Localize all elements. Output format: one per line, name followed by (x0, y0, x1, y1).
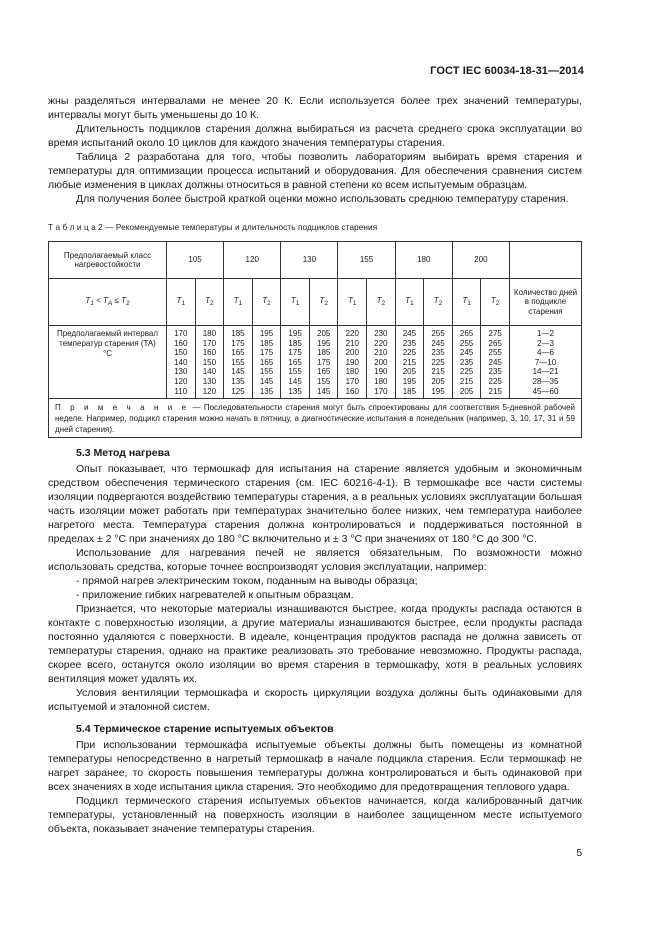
temp-value: 235 (431, 348, 445, 358)
temp-value: 245 (488, 357, 502, 367)
t2-header: $T_2$ (252, 279, 281, 326)
temp-value: 175 (259, 348, 274, 358)
class-value: 180 (395, 242, 452, 279)
temp-column (395, 326, 424, 399)
paragraph: Длительность подциклов старения должна выбираться из расчета среднего срока эксплуатации во время испытаний около 10 циклов для каждого значения температуры старения. (48, 123, 582, 149)
temp-column (309, 326, 338, 399)
temp-value: 155 (231, 357, 245, 367)
t1-header: $T_1$ (281, 279, 310, 326)
temp-value: 245 (431, 338, 445, 348)
temp-value: 170 (374, 386, 388, 396)
temp-value: 150 (174, 348, 188, 358)
temp-value: 265 (459, 329, 474, 338)
days-value: 28—35 (532, 376, 559, 386)
temp-value: 165 (231, 348, 245, 358)
t2-header: $T_2$ (309, 279, 338, 326)
empty-header-cell (510, 242, 582, 279)
temp-value: 120 (174, 376, 188, 386)
temp-value: 165 (259, 357, 274, 367)
temp-value: 165 (288, 357, 302, 367)
class-value: 120 (224, 242, 281, 279)
temp-column (481, 326, 510, 399)
temp-value: 210 (374, 348, 388, 358)
temp-value: 185 (231, 329, 245, 338)
temp-value: 150 (202, 357, 217, 367)
temp-value: 225 (488, 376, 502, 386)
temp-value: 195 (402, 376, 417, 386)
condition-header: $T_1 < T_A \le T_2$ (49, 279, 167, 326)
paragraph: Использование для нагревания печей не является обязательным. По возможности можно использовать средства, которые точнее воспроизводят условия эксплуатации, например: (48, 547, 582, 574)
temp-value: 120 (202, 386, 217, 396)
temp-value: 220 (374, 338, 388, 348)
temp-value: 175 (231, 338, 245, 348)
temp-value: 245 (459, 348, 474, 358)
interval-label: Предполагаемый интервал температур старения (TA) °C (49, 326, 167, 399)
days-value: 45—60 (532, 386, 559, 396)
note-prefix: П р и м е ч а н и е (55, 403, 190, 413)
days-value: 4—6 (537, 348, 554, 358)
t2-header: $T_2$ (481, 279, 510, 326)
temp-value: 160 (345, 386, 359, 396)
days-column (510, 326, 582, 399)
temp-value: 255 (431, 329, 445, 338)
temp-value: 110 (174, 386, 188, 396)
document-code: ГОСТ IEC 60034-18-31—2014 (430, 65, 584, 77)
temp-value: 175 (317, 357, 331, 367)
temp-value: 220 (345, 329, 359, 338)
temp-value: 130 (174, 367, 188, 377)
paragraph: Условия вентиляции термошкафа и скорость циркуляции воздуха должны быть одинаковыми для испытуемой и эталонной систем. (48, 687, 582, 714)
temp-value: 245 (402, 329, 417, 338)
list-item: - прямой нагрев электрическим током, поданным на выводы образца; (76, 575, 418, 588)
class-value: 155 (338, 242, 395, 279)
temp-value: 155 (288, 367, 302, 377)
temp-value: 130 (202, 376, 217, 386)
temp-column (195, 326, 224, 399)
paragraph: Таблица 2 разработана для того, чтобы позволить лабораториям выбирать время старения и температуры для оптимизации процесса испытаний и оборудования. Для обеспечения сравнения систем любые изменения в циклах должны относиться в равной степени ко всем испытуемым образцам. (48, 151, 582, 191)
temp-value: 160 (174, 338, 188, 348)
temp-value: 175 (288, 348, 302, 358)
temp-value: 135 (231, 376, 245, 386)
temp-column (424, 326, 453, 399)
temp-value: 180 (345, 367, 359, 377)
temp-value: 235 (459, 357, 474, 367)
temp-value: 140 (174, 357, 188, 367)
temp-value: 205 (459, 386, 474, 396)
page-content (48, 94, 582, 836)
list-item: - приложение гибких нагревателей к опытным образцам. (76, 589, 354, 602)
temp-value: 200 (345, 348, 359, 358)
temp-value: 145 (231, 367, 245, 377)
temp-value: 170 (174, 329, 188, 338)
days-value: 14—21 (532, 367, 559, 377)
t2-header: $T_2$ (424, 279, 453, 326)
temp-value: 205 (431, 376, 445, 386)
temp-value: 145 (259, 376, 274, 386)
temp-value: 190 (374, 367, 388, 377)
temp-value: 125 (231, 386, 245, 396)
temp-value: 185 (317, 348, 331, 358)
temp-value: 235 (402, 338, 417, 348)
section-heading: 5.3 Метод нагрева (76, 447, 170, 460)
temp-column (224, 326, 253, 399)
temp-value: 225 (459, 367, 474, 377)
temp-value: 195 (259, 329, 274, 338)
temp-value: 165 (317, 367, 331, 377)
table-note (49, 399, 582, 438)
temp-value: 185 (259, 338, 274, 348)
temp-value: 215 (431, 367, 445, 377)
note-text: — Последовательности старения могут быть спроектированы для соответствия 5-дневной рабочей неделе. Например, подцикл старения можно начать в пятницу, а диагностические испытания в понедельник (например, 3, 10, 17, 31 и 59 дней старения). (55, 403, 575, 435)
temp-value: 170 (202, 338, 217, 348)
paragraph: жны разделяться интервалами не менее 20 К. Если используется более трех значений температуры, интервалы могут быть уменьшены до 10 К. (48, 95, 582, 121)
paragraph: Признается, что некоторые материалы изнашиваются быстрее, когда продукты распада остаются в контакте с поверхностью изоляции, а другие материалы изнашиваются быстрее, если продукты распада постоянно удаляются с поверхности. В идеале, концентрация продуктов распада не должна зависеть от температуры старения, однако на практике реализовать это требование невозможно. Продукты распада, скорее всего, останутся около изоляции во время старения в термошкафу, хотя в реальных условиях вентиляция может удалять их. (48, 603, 582, 686)
temp-value: 225 (402, 348, 417, 358)
days-value: 7—10 (534, 357, 557, 367)
t2-header: $T_2$ (195, 279, 224, 326)
table-caption (48, 223, 582, 232)
temp-value: 135 (288, 386, 302, 396)
t1-header: $T_1$ (224, 279, 253, 326)
temp-value: 145 (317, 386, 331, 396)
temp-value: 190 (345, 357, 359, 367)
temp-value: 255 (488, 348, 502, 358)
temp-value: 185 (288, 338, 302, 348)
paragraph: Подцикл термического старения испытуемых объектов начинается, когда калиброванный датчик температуры, установленный на поверхность изоляции в наиболее защищенном месте испытуемого объекта, показывает значение температуры старения. (48, 795, 582, 836)
temp-column (281, 326, 310, 399)
temp-value: 185 (402, 386, 417, 396)
temp-value: 230 (374, 329, 388, 338)
temp-value: 155 (259, 367, 274, 377)
temp-value: 145 (288, 376, 302, 386)
temp-column (338, 326, 367, 399)
t1-header: $T_1$ (167, 279, 196, 326)
class-value: 200 (452, 242, 509, 279)
temp-value: 255 (459, 338, 474, 348)
paragraph: Для получения более быстрой краткой оценки можно использовать среднюю температуру старения. (76, 193, 569, 205)
temp-column (452, 326, 481, 399)
temp-column (252, 326, 281, 399)
paragraph: При использовании термошкафа испытуемые объекты должны быть помещены из комнатной температуры непосредственно в нагретый термошкаф в начале подцикла старения. Если термошкаф не нагрет заранее, то скорость повышения температуры должна контролироваться и быть одинаковой при всех значениях в ходе испытания цикла старения. Это необходимо для предотвращения теплового удара. (48, 739, 582, 794)
temp-value: 210 (345, 338, 359, 348)
t1-header: $T_1$ (395, 279, 424, 326)
page-number: 5 (576, 848, 582, 859)
temp-value: 160 (202, 348, 217, 358)
temp-value: 200 (374, 357, 388, 367)
temp-value: 215 (488, 386, 502, 396)
temp-column (367, 326, 396, 399)
temp-value: 140 (202, 367, 217, 377)
class-header: Предполагаемый класс нагревостойкости (49, 242, 167, 279)
section-heading: 5.4 Термическое старение испытуемых объектов (76, 723, 334, 736)
table-caption-text: — Рекомендуемые температуры и длительность подциклов старения (102, 223, 378, 232)
days-header: Количество дней в подцикле старения (510, 279, 582, 326)
paragraph: Опыт показывает, что термошкаф для испытания на старение является удобным и экономичным средством обеспечения термического старения (см. IEC 60216-4-1). В термошкафе все части системы изоляции подвергаются воздействию температуры старения, а в реальных условиях эксплуатации большая часть изоляции может работать при температурах значительно более низких, чем температура наиболее нагретого места. Температура старения должна контролироваться и поддерживаться постоянной в пределах ± 2 °С при значениях до 180 °С включительно и ± 3 °С при значениях от 180 °С до 300 °С. (48, 463, 582, 546)
temp-value: 195 (431, 386, 445, 396)
temp-value: 215 (402, 357, 417, 367)
temp-value: 180 (374, 376, 388, 386)
temp-value: 195 (317, 338, 331, 348)
days-value: 1—2 (537, 329, 554, 338)
t2-header: $T_2$ (367, 279, 396, 326)
temp-value: 215 (459, 376, 474, 386)
temp-value: 205 (402, 367, 417, 377)
temp-column (167, 326, 196, 399)
temp-value: 170 (345, 376, 359, 386)
temp-value: 195 (288, 329, 302, 338)
temp-value: 275 (488, 329, 502, 338)
days-value: 2—3 (537, 338, 554, 348)
class-value: 105 (167, 242, 224, 279)
temp-value: 205 (317, 329, 331, 338)
t1-header: $T_1$ (338, 279, 367, 326)
temp-value: 135 (259, 386, 274, 396)
class-value: 130 (281, 242, 338, 279)
t1-header: $T_1$ (452, 279, 481, 326)
temp-value: 155 (317, 376, 331, 386)
temp-value: 265 (488, 338, 502, 348)
aging-table (48, 241, 582, 438)
temp-value: 225 (431, 357, 445, 367)
temp-value: 235 (488, 367, 502, 377)
table-caption-prefix: Т а б л и ц а 2 (48, 223, 103, 232)
temp-value: 180 (202, 329, 217, 338)
